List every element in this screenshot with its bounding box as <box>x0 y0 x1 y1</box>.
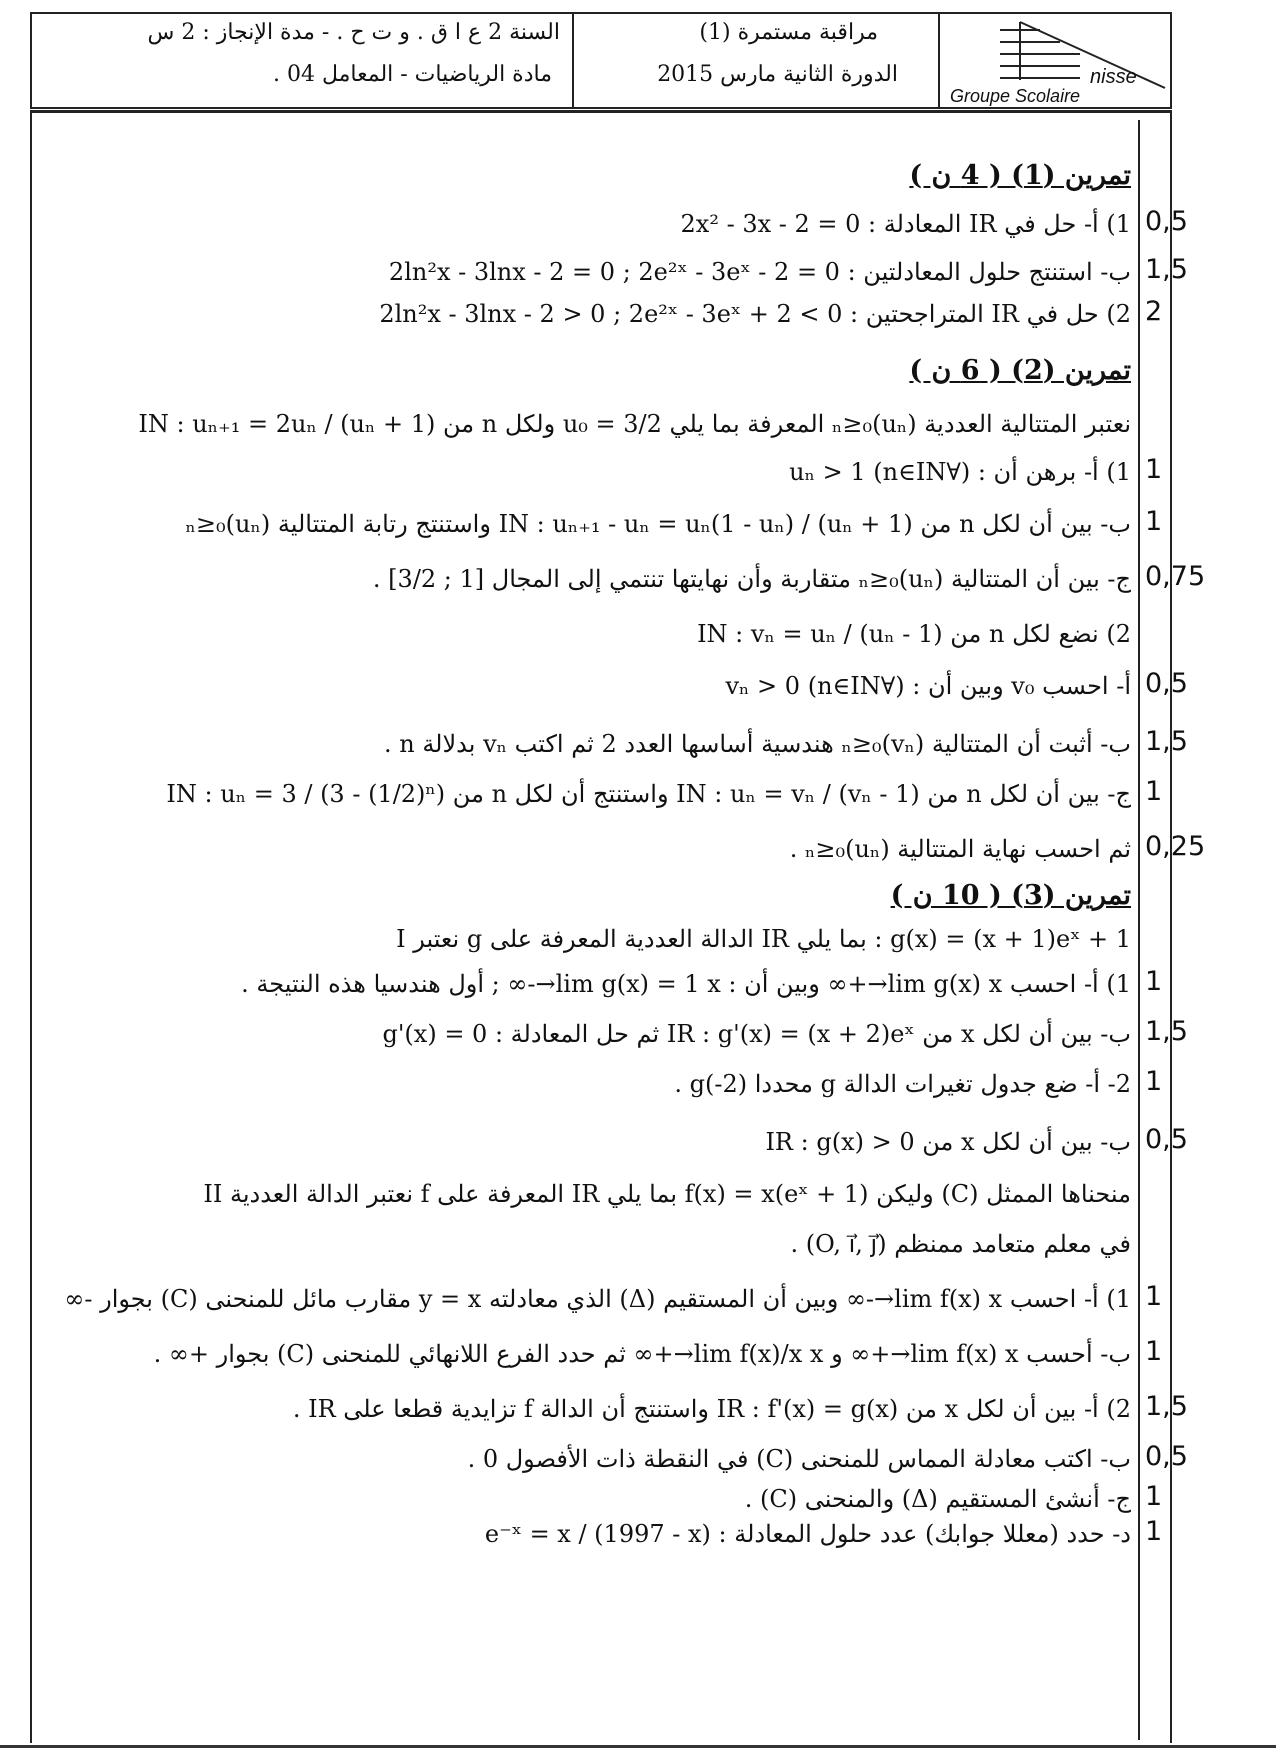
exercise-line: ب- بين أن لكل x من IR : g'(x) = (x + 2)eˣ ثم حل المعادلة : g'(x) = 0 <box>382 1020 1131 1048</box>
grade-value: 1 <box>1145 506 1163 537</box>
exercise-line: II نعتبر الدالة العددية f المعرفة على IR بما يلي f(x) = x(eˣ + 1) وليكن (C) منحناها الممثل <box>203 1180 1131 1208</box>
grade-value: 0,5 <box>1145 668 1188 699</box>
exercise-line: 1) أ- احسب lim g(x) x→+∞ وبين أن : lim g(x) = 1 x→-∞ ; أول هندسيا هذه النتيجة . <box>241 970 1131 998</box>
exercise-line: نعتبر المتتالية العددية (uₙ)ₙ≥₀ المعرفة بما يلي u₀ = 3/2 ولكل n من IN : uₙ₊₁ = 2uₙ / (uₙ + 1) <box>138 410 1131 438</box>
exercise-line: ب- أثبت أن المتتالية (vₙ)ₙ≥₀ هندسية أساسها العدد 2 ثم اكتب vₙ بدلالة n . <box>383 730 1131 758</box>
header-exam-info <box>574 14 940 107</box>
grade-value: 1 <box>1145 1481 1163 1512</box>
grade-value: 1,5 <box>1145 1016 1188 1047</box>
exercise-3-title: تمرين (3) ( 10 ن ) <box>890 880 1131 911</box>
logo-subtitle: Groupe Scolaire <box>950 86 1081 106</box>
exercise-2-title: تمرين (2) ( 6 ن ) <box>909 355 1131 386</box>
exercise-line: أ- احسب v₀ وبين أن : (∀n∈IN) vₙ > 0 <box>725 672 1131 700</box>
header-class-info <box>32 14 574 107</box>
exercise-line: ج- بين أن المتتالية (uₙ)ₙ≥₀ متقاربة وأن نهايتها تنتمي إلى المجال [1 ; 3/2] . <box>372 565 1131 593</box>
exam-header <box>30 12 1172 109</box>
grade-value: 0,25 <box>1145 831 1206 862</box>
grade-value: 1,5 <box>1145 726 1188 757</box>
grade-value: 1 <box>1145 1066 1163 1097</box>
exercise-line: 2) حل في IR المتراجحتين : 2ln²x - 3lnx - 2 > 0 ; 2e²ˣ - 3eˣ + 2 < 0 <box>379 300 1131 328</box>
exercise-line: 1) أ- حل في IR المعادلة : 2x² - 3x - 2 = 0 <box>680 210 1131 238</box>
grade-value: 1,5 <box>1145 254 1188 285</box>
exercise-line: 2) نضع لكل n من IN : vₙ = uₙ / (uₙ - 1) <box>697 620 1131 648</box>
logo-name: nisse <box>1090 66 1137 88</box>
grade-value: 1 <box>1145 1336 1163 1367</box>
exercise-line: 1) أ- احسب lim f(x) x→-∞ وبين أن المستقيم (Δ) الذي معادلته y = x مقارب مائل للمنحنى (C) بجوار -∞ <box>64 1285 1131 1313</box>
grade-value: 0,5 <box>1145 1441 1188 1472</box>
grade-value: 0,75 <box>1145 561 1206 592</box>
logo-triangle-icon <box>1000 20 1170 90</box>
exercise-line: 2) أ- بين أن لكل x من IR : f'(x) = g(x) واستنتج أن الدالة f تزايدية قطعا على IR . <box>292 1395 1131 1423</box>
grade-margin-divider <box>1138 120 1140 1740</box>
header-class-duration: السنة 2 ع ا ق . و ت ح . - مدة الإنجاز : 2 س <box>147 20 560 45</box>
exercise-line: ثم احسب نهاية المتتالية (uₙ)ₙ≥₀ . <box>789 835 1131 863</box>
grade-value: 1 <box>1145 454 1163 485</box>
exercise-line: د- حدد (معللا جوابك) عدد حلول المعادلة : e⁻ˣ = x / (1997 - x) <box>484 1520 1131 1548</box>
grade-value: 1 <box>1145 1281 1163 1312</box>
grade-value: 1 <box>1145 1516 1163 1547</box>
exercise-line: ب- استنتج حلول المعادلتين : 2ln²x - 3lnx - 2 = 0 ; 2e²ˣ - 3eˣ - 2 = 0 <box>388 258 1131 286</box>
exercise-line: ب- بين أن لكل x من IR : g(x) > 0 <box>765 1128 1131 1156</box>
exercise-line: 1) أ- برهن أن : (∀n∈IN) uₙ > 1 <box>789 458 1131 486</box>
header-subject-coefficient: مادة الرياضيات - المعامل 04 . <box>272 62 552 87</box>
exercise-line: I نعتبر g الدالة العددية المعرفة على IR بما يلي : g(x) = (x + 1)eˣ + 1 <box>396 925 1131 953</box>
exercise-line: ب- أحسب lim f(x) x→+∞ و lim f(x)/x x→+∞ ثم حدد الفرع اللانهائي للمنحنى (C) بجوار +∞ . <box>153 1340 1131 1368</box>
header-session-date: الدورة الثانية مارس 2015 <box>657 62 898 87</box>
exercise-line: في معلم متعامد ممنظم (O, i⃗, j⃗) . <box>790 1230 1131 1258</box>
grade-value: 1,5 <box>1145 1391 1188 1422</box>
exercise-line: ج- أنشئ المستقيم (Δ) والمنحنى (C) . <box>744 1485 1131 1513</box>
grade-value: 1 <box>1145 776 1163 807</box>
exercise-line: ج- بين أن لكل n من IN : uₙ = vₙ / (vₙ - 1) واستنتج أن لكل n من IN : uₙ = 3 / (3 - (1/2)ⁿ) <box>166 780 1131 808</box>
header-exam-title: مراقبة مستمرة (1) <box>699 20 878 45</box>
exercise-line: 2- أ- ضع جدول تغيرات الدالة g محددا g(-2) . <box>674 1070 1131 1098</box>
page-bottom-rule <box>0 1745 1276 1748</box>
exercise-line: ب- بين أن لكل n من IN : uₙ₊₁ - uₙ = uₙ(1 - uₙ) / (uₙ + 1) واستنتج رتابة المتتالية (uₙ)ₙ≥₀ <box>185 510 1131 538</box>
grade-value: 2 <box>1145 296 1163 327</box>
exercise-1-title: تمرين (1) ( 4 ن ) <box>909 160 1131 191</box>
exercise-line: ب- اكتب معادلة المماس للمنحنى (C) في النقطة ذات الأفصول 0 . <box>467 1445 1131 1473</box>
grade-value: 0,5 <box>1145 1124 1188 1155</box>
school-logo <box>940 14 1170 107</box>
grade-value: 1 <box>1145 966 1163 997</box>
grade-value: 0,5 <box>1145 206 1188 237</box>
